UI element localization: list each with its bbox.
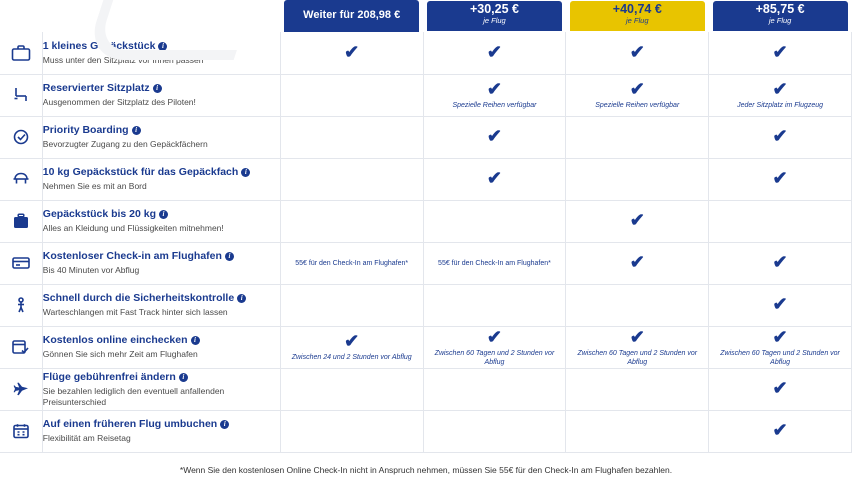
info-icon[interactable]: i bbox=[241, 168, 250, 177]
fare-option-1[interactable] bbox=[423, 0, 566, 32]
check-icon: ✔ bbox=[629, 326, 645, 347]
feature-title bbox=[43, 166, 280, 179]
feature-title bbox=[43, 124, 280, 137]
footnote: *Wenn Sie den kostenlosen Online Check-In nicht in Anspruch nehmen, müssen Sie 55€ für den Check-In am Flughafen bezahlen. bbox=[179, 464, 673, 475]
cell-note: 55€ für den Check-In am Flughafen* bbox=[438, 259, 551, 267]
table-row bbox=[0, 284, 852, 326]
cell-r1-c3 bbox=[709, 74, 852, 116]
cell-r8-c3 bbox=[709, 368, 852, 410]
fare1-price-amount: +30,25 € bbox=[469, 2, 519, 16]
feature-title-text: Auf einen früheren Flug umbuchen bbox=[42, 418, 218, 430]
feature-title bbox=[43, 292, 280, 305]
feature-subtitle: Bevorzugter Zugang zu den Gepäckfächern bbox=[42, 139, 208, 149]
info-icon[interactable]: i bbox=[158, 42, 167, 51]
info-icon[interactable]: i bbox=[132, 126, 141, 135]
cell-r8-c0 bbox=[280, 368, 423, 410]
fare2-price-button[interactable] bbox=[570, 1, 705, 31]
feature-title-text: Reservierter Sitzplatz bbox=[42, 82, 150, 94]
feature-title bbox=[43, 371, 280, 384]
check-icon: ✔ bbox=[772, 252, 788, 272]
feature-title-text: Flüge gebührenfrei ändern bbox=[42, 370, 176, 383]
feature-title bbox=[43, 82, 280, 95]
feature-label-cell bbox=[42, 200, 280, 242]
feature-title bbox=[43, 40, 280, 53]
feature-subtitle: Nehmen Sie es mit an Bord bbox=[42, 181, 147, 191]
check-icon: ✔ bbox=[772, 294, 788, 314]
feature-subtitle: Bis 40 Minuten vor Abflug bbox=[42, 265, 140, 275]
cell-note: Spezielle Reihen verfügbar bbox=[595, 102, 680, 109]
overhead-bin-icon bbox=[0, 158, 42, 200]
cell-r9-c3 bbox=[709, 410, 852, 452]
feature-title bbox=[43, 334, 280, 347]
feature-title-text: Schnell durch die Sicherheitskontrolle bbox=[42, 292, 235, 304]
table-row bbox=[0, 410, 852, 452]
feature-title-text: 10 kg Gepäckstück für das Gepäckfach bbox=[42, 166, 239, 178]
cell-r9-c1 bbox=[423, 410, 566, 452]
check-icon: ✔ bbox=[772, 420, 788, 440]
cell-r7-c3 bbox=[709, 326, 852, 368]
info-icon[interactable]: i bbox=[225, 252, 234, 261]
cell-r0-c2 bbox=[566, 32, 709, 74]
feature-label-cell bbox=[42, 410, 280, 452]
table-row bbox=[0, 200, 852, 242]
feature-label-cell bbox=[42, 116, 280, 158]
fare1-price-per: je Flug bbox=[483, 16, 506, 25]
check-icon: ✔ bbox=[629, 210, 645, 230]
check-icon: ✔ bbox=[772, 41, 788, 62]
feature-title-text: 1 kleines Gepäckstück bbox=[42, 39, 156, 52]
cell-r2-c3 bbox=[709, 116, 852, 158]
cell-r7-c1 bbox=[423, 326, 566, 368]
cell-r7-c0 bbox=[280, 326, 423, 368]
fare3-price-per: je Flug bbox=[768, 16, 792, 25]
cell-note: Zwischen 24 und 2 Stunden vor Abflug bbox=[291, 354, 412, 361]
cell-r1-c2 bbox=[566, 74, 709, 116]
priority-boarding-icon bbox=[0, 116, 42, 158]
feature-title bbox=[43, 208, 280, 221]
cell-r5-c2 bbox=[566, 242, 709, 284]
header-spacer-icon bbox=[0, 0, 42, 32]
feature-subtitle: Flexibilität am Reisetag bbox=[42, 433, 131, 443]
check-icon: ✔ bbox=[772, 378, 788, 398]
feature-label-cell bbox=[42, 284, 280, 326]
cell-r2-c2 bbox=[566, 116, 709, 158]
calendar-icon bbox=[0, 410, 42, 452]
fare-option-continue[interactable] bbox=[280, 0, 423, 32]
feature-label-cell bbox=[42, 32, 280, 74]
table-header-row bbox=[0, 0, 852, 32]
online-checkin-icon bbox=[0, 326, 42, 368]
check-icon: ✔ bbox=[772, 126, 788, 146]
feature-title-text: Kostenlos online einchecken bbox=[42, 334, 188, 346]
cell-r3-c0 bbox=[280, 158, 423, 200]
cell-note: Zwischen 60 Tagen und 2 Stunden vor Abflug bbox=[577, 349, 698, 366]
cell-r0-c1 bbox=[423, 32, 566, 74]
fare2-price-amount: +40,74 € bbox=[612, 2, 662, 16]
check-icon: ✔ bbox=[486, 326, 503, 347]
table-row bbox=[0, 74, 852, 116]
cell-note: Zwischen 60 Tagen und 2 Stunden vor Abflug bbox=[720, 349, 840, 366]
cell-r5-c1 bbox=[423, 242, 566, 284]
info-icon[interactable]: i bbox=[191, 336, 200, 345]
cell-r0-c0 bbox=[280, 32, 423, 74]
cell-r9-c0 bbox=[280, 410, 423, 452]
table-row bbox=[0, 242, 852, 284]
feature-title-text: Kostenloser Check-in am Flughafen bbox=[42, 250, 222, 262]
check-icon: ✔ bbox=[486, 41, 503, 62]
feature-label-cell bbox=[42, 326, 280, 368]
table-row bbox=[0, 326, 852, 368]
fare3-price-amount: +85,75 € bbox=[755, 2, 805, 16]
change-flight-icon bbox=[0, 368, 42, 410]
feature-subtitle: Warteschlangen mit Fast Track hinter sich lassen bbox=[42, 307, 228, 317]
check-icon: ✔ bbox=[629, 41, 645, 62]
feature-title bbox=[43, 250, 280, 263]
check-icon: ✔ bbox=[629, 252, 645, 272]
info-icon[interactable]: i bbox=[159, 210, 168, 219]
table-row bbox=[0, 158, 852, 200]
check-icon: ✔ bbox=[772, 168, 788, 188]
check-icon: ✔ bbox=[486, 168, 503, 188]
seat-icon bbox=[0, 74, 42, 116]
cell-note: Jeder Sitzplatz im Flugzeug bbox=[737, 102, 824, 109]
cell-note: Spezielle Reihen verfügbar bbox=[452, 102, 537, 109]
fare2-price-per: je Flug bbox=[626, 16, 649, 25]
cell-r5-c0 bbox=[280, 242, 423, 284]
info-icon[interactable]: i bbox=[237, 294, 246, 303]
cell-note: Zwischen 60 Tagen und 2 Stunden vor Abflug bbox=[434, 349, 555, 366]
feature-title bbox=[43, 418, 280, 431]
feature-label-cell bbox=[42, 74, 280, 116]
airport-checkin-icon bbox=[0, 242, 42, 284]
cell-r3-c1 bbox=[423, 158, 566, 200]
cell-r2-c1 bbox=[423, 116, 566, 158]
cell-r6-c0 bbox=[280, 284, 423, 326]
cell-r6-c2 bbox=[566, 284, 709, 326]
continue-price-button[interactable] bbox=[284, 0, 419, 32]
feature-title-text: Priority Boarding bbox=[42, 124, 129, 136]
fast-track-icon bbox=[0, 284, 42, 326]
check-icon: ✔ bbox=[772, 326, 788, 347]
cell-r8-c1 bbox=[423, 368, 566, 410]
feature-label-cell bbox=[42, 158, 280, 200]
cell-r6-c3 bbox=[709, 284, 852, 326]
check-icon: ✔ bbox=[486, 126, 503, 146]
feature-subtitle: Alles an Kleidung und Flüssigkeiten mitnehmen! bbox=[42, 223, 224, 233]
cell-r4-c1 bbox=[423, 200, 566, 242]
cell-r1-c0 bbox=[280, 74, 423, 116]
cell-r3-c2 bbox=[566, 158, 709, 200]
cell-r9-c2 bbox=[566, 410, 709, 452]
cell-r0-c3 bbox=[709, 32, 852, 74]
header-spacer-label bbox=[42, 0, 280, 32]
fare3-price-button[interactable] bbox=[713, 1, 848, 31]
cell-r7-c2 bbox=[566, 326, 709, 368]
cell-note: 55€ für den Check-In am Flughafen* bbox=[295, 259, 409, 267]
check-icon: ✔ bbox=[344, 41, 360, 62]
cell-r4-c0 bbox=[280, 200, 423, 242]
cell-r4-c3 bbox=[709, 200, 852, 242]
info-icon[interactable]: i bbox=[153, 84, 162, 93]
suitcase-icon bbox=[0, 200, 42, 242]
continue-price-label: Weiter für 208,98 € bbox=[303, 9, 401, 21]
cell-r3-c3 bbox=[709, 158, 852, 200]
check-icon: ✔ bbox=[344, 331, 360, 351]
check-icon: ✔ bbox=[486, 79, 503, 99]
table-row bbox=[0, 368, 852, 410]
cell-r1-c1 bbox=[423, 74, 566, 116]
cell-r6-c1 bbox=[423, 284, 566, 326]
info-icon[interactable]: i bbox=[179, 373, 188, 382]
table-row bbox=[0, 116, 852, 158]
feature-label-cell bbox=[42, 368, 280, 410]
feature-subtitle: Muss unter den Sitzplatz vor Ihnen passen bbox=[42, 54, 204, 65]
fare-option-3[interactable] bbox=[709, 0, 852, 32]
feature-subtitle: Sie bezahlen lediglich den eventuell anfallenden Preisunterschied bbox=[42, 385, 225, 407]
check-icon: ✔ bbox=[629, 79, 645, 99]
feature-subtitle: Ausgenommen der Sitzplatz des Piloten! bbox=[42, 97, 196, 107]
check-icon: ✔ bbox=[772, 79, 788, 99]
feature-subtitle: Gönnen Sie sich mehr Zeit am Flughafen bbox=[42, 349, 198, 359]
feature-label-cell bbox=[42, 242, 280, 284]
cell-r4-c2 bbox=[566, 200, 709, 242]
feature-title-text: Gepäckstück bis 20 kg bbox=[42, 208, 157, 220]
table-row bbox=[0, 32, 852, 74]
fare-option-2[interactable] bbox=[566, 0, 709, 32]
info-icon[interactable]: i bbox=[220, 420, 229, 429]
cell-r5-c3 bbox=[709, 242, 852, 284]
cell-r2-c0 bbox=[280, 116, 423, 158]
briefcase-icon bbox=[0, 32, 42, 74]
fare1-price-button[interactable] bbox=[427, 1, 562, 31]
cell-r8-c2 bbox=[566, 368, 709, 410]
